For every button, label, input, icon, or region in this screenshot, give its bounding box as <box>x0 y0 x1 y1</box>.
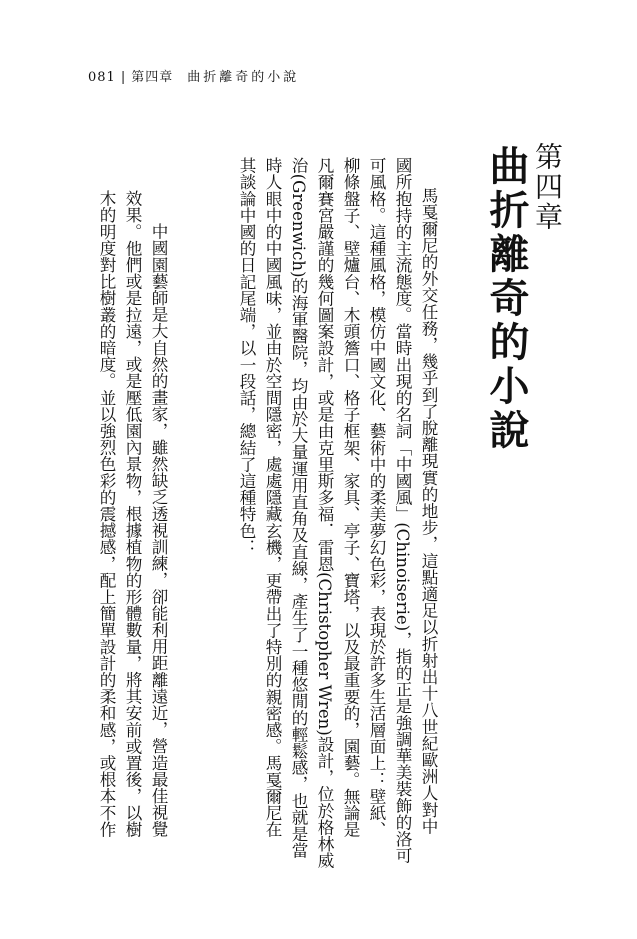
page-number: 081 <box>88 70 116 85</box>
body-column: 其談論中國的日記尾端，以一段話，總結了這種特色： <box>237 157 256 556</box>
body-column: 國所抱持的主流態度。當時出現的名詞「中國風」(Chinoiserie)，指的正是強調華美裝飾的洛可 <box>393 157 412 864</box>
body-column: 凡爾賽宮嚴謹的幾何圖案設計，或是由克里斯多福．雷恩(Christopher Wren)設計，位於格林威 <box>315 157 334 869</box>
quote-column: 木的明度對比樹叢的暗度。並以強烈色彩的震撼感，配上簡單設計的柔和感，或根本不作 <box>97 190 116 838</box>
body-column: 可風格。這種風格，模仿中國文化、藝術中的柔美夢幻色彩，表現於許多生活層面上：壁紙、 <box>367 157 386 838</box>
running-head-chapter: 第四章 <box>131 70 174 85</box>
body-column: 時人眼中的中國風味，並由於空間隱密，處處隱藏玄機，更帶出了特別的親密感。馬戛爾尼在 <box>263 157 282 838</box>
body-column: 治(Greenwich)的海軍醫院，均由於大量運用直角及直線，產生了一種悠閒的輕鬆感，也就是當 <box>289 157 308 859</box>
running-head <box>88 66 299 85</box>
chapter-title: 曲折離奇的小說 <box>483 145 529 453</box>
running-head-separator: | <box>120 70 127 85</box>
running-head-title: 曲折離奇的小說 <box>187 70 300 85</box>
quote-column: 效果。他們或是拉遠，或是壓低園內景物，根據植物的形體數量，將其安前或置後，以樹 <box>123 190 142 838</box>
body-column: 柳條盤子、壁爐台、木頭簷口、格子框架、家具、亭子、寶塔，以及最重要的，園藝。無論是 <box>341 157 360 838</box>
body-column: 馬戛爾尼的外交任務，幾乎到了脫離現實的地步，這點適足以折射出十八世紀歐洲人對中 <box>419 187 438 835</box>
quote-column: 中國園藝師是大自然的畫家，雖然缺乏透視訓練，卻能利用距離遠近，營造最佳視覺 <box>149 223 168 838</box>
chapter-number: 第四章 <box>531 142 564 232</box>
